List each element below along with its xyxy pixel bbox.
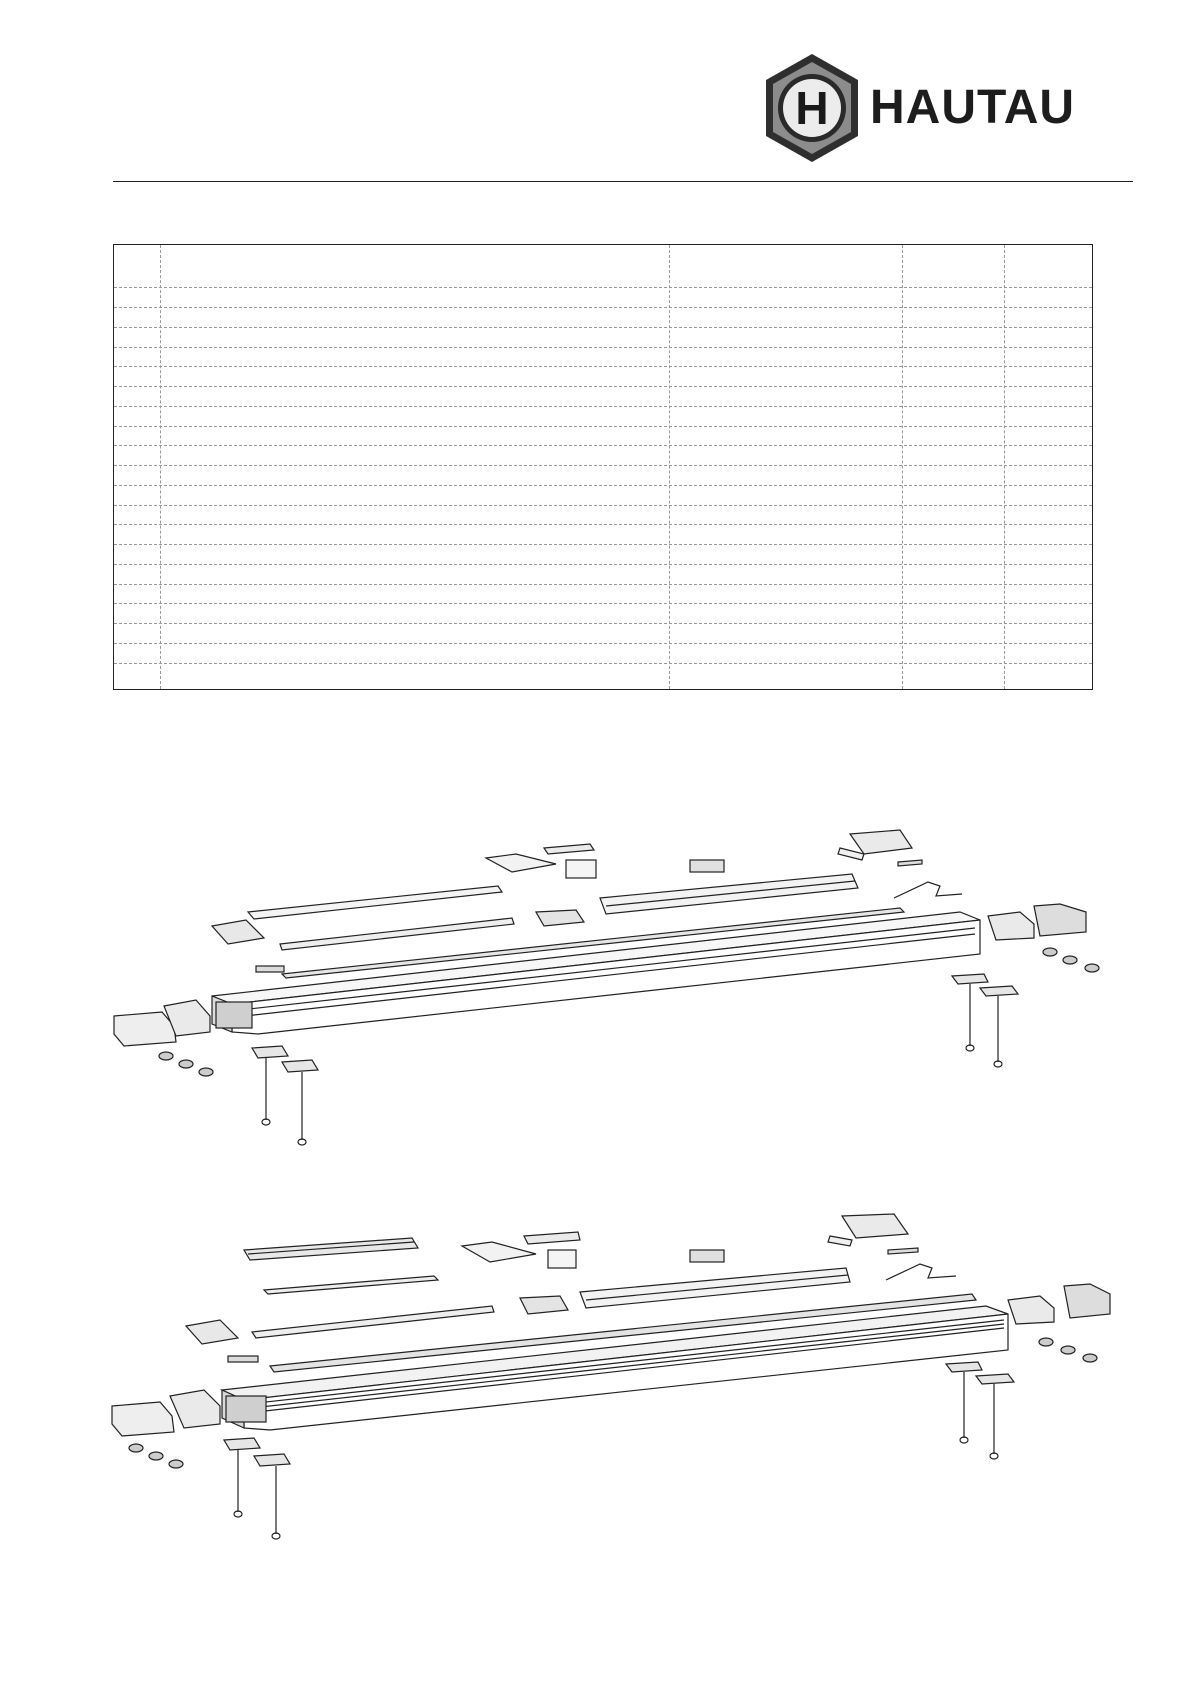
- table-row: [114, 584, 1092, 585]
- table-row: [114, 663, 1092, 664]
- header-divider: [113, 181, 1133, 182]
- parts-list-table: [113, 244, 1093, 690]
- table-row: [114, 307, 1092, 308]
- hautau-logo: [762, 52, 1138, 164]
- table-row: [114, 386, 1092, 387]
- table-row: [114, 465, 1092, 466]
- exploded-drawing-2: [0, 1210, 1192, 1540]
- table-row: [114, 603, 1092, 604]
- table-row: [114, 445, 1092, 446]
- emblem-letter: H: [795, 82, 829, 134]
- left-end-cap: [114, 920, 318, 1145]
- brand-name: HAUTAU: [870, 81, 1076, 134]
- table-row: [114, 327, 1092, 328]
- table-row: [114, 366, 1092, 367]
- hexagon-emblem-icon: [762, 52, 862, 164]
- table-row: [114, 623, 1092, 624]
- exploded-drawing-1: [0, 820, 1192, 1150]
- table-row: [114, 426, 1092, 427]
- table-row: [114, 505, 1092, 506]
- small-parts: [462, 1214, 956, 1314]
- table-row: [114, 347, 1092, 348]
- table-row: [114, 524, 1092, 525]
- table-row: [114, 643, 1092, 644]
- table-row: [114, 287, 1092, 288]
- table-row: [114, 406, 1092, 407]
- table-row: [114, 485, 1092, 486]
- table-row: [114, 564, 1092, 565]
- table-row: [114, 544, 1092, 545]
